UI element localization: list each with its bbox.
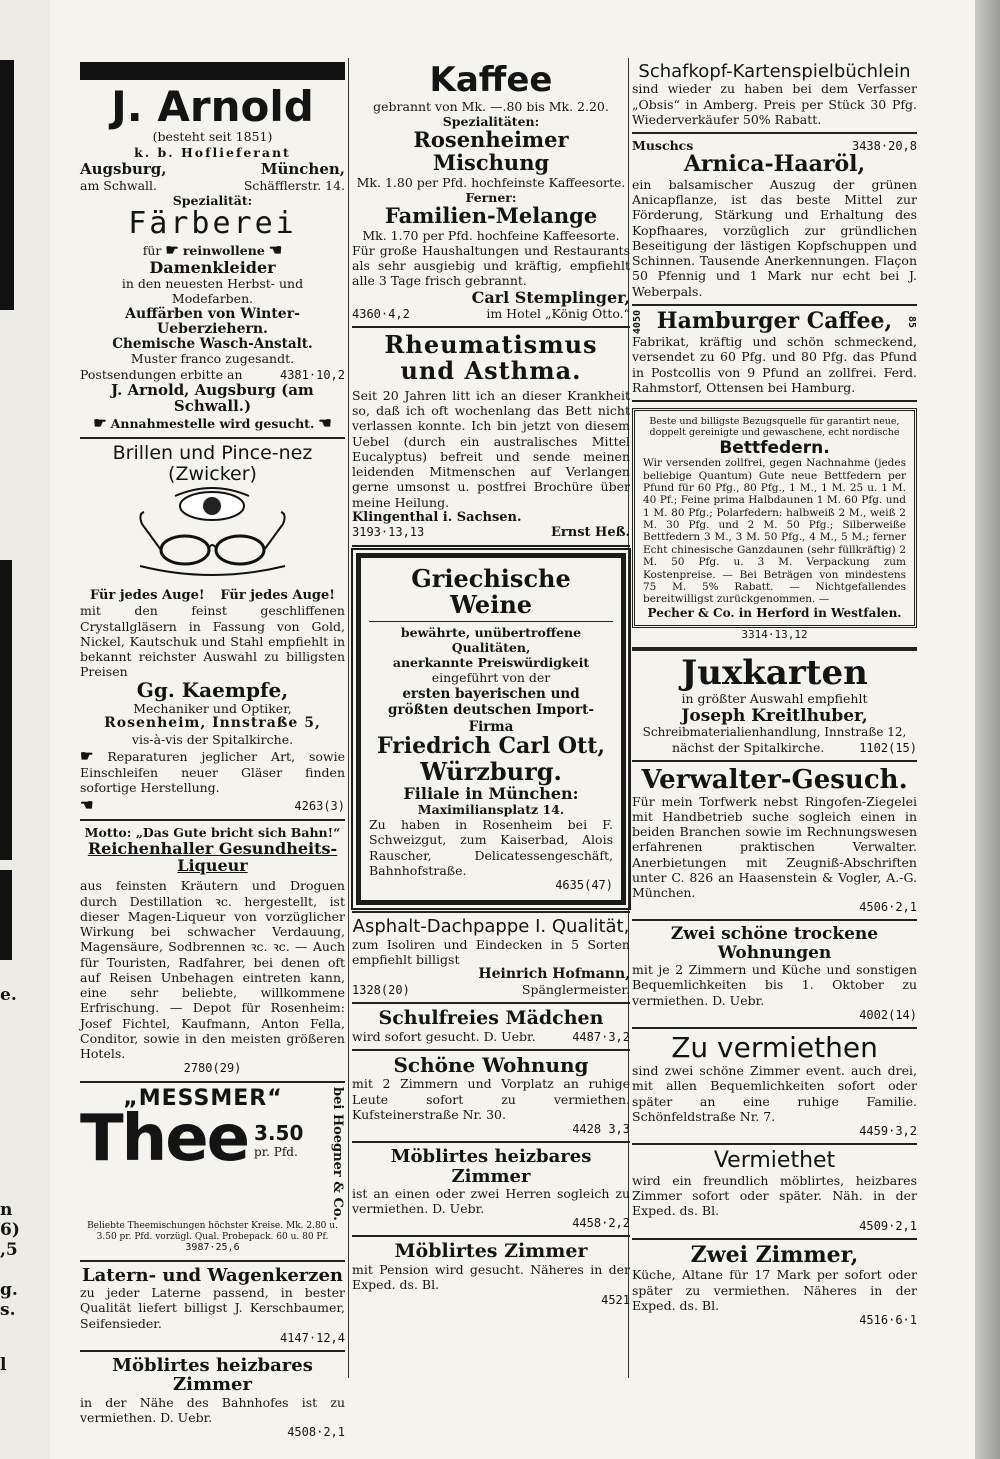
column-3 <box>632 58 917 1332</box>
ad-title: Möblirtes Zimmer <box>394 1240 588 1263</box>
ad-row <box>80 160 345 178</box>
ad-body: in der Nähe des Bahnhofes ist zu vermiethen. D. Uebr. <box>80 1394 345 1425</box>
ad-title: Asphalt-Dachpappe I. Qualität, <box>352 916 630 938</box>
ad-heading: Chemische Wasch-Anstalt. <box>112 335 313 352</box>
ad-title: Latern- und Wagenkerzen <box>81 1264 344 1286</box>
ad-arnica <box>632 134 917 306</box>
ad-text: Pecher & Co. in Herford in Westfalen. <box>647 605 902 620</box>
black-bar <box>0 60 14 310</box>
ad-wohnung <box>352 1051 630 1143</box>
ad-row <box>80 367 345 382</box>
ad-rheuma <box>352 328 630 547</box>
text-fragment: g. <box>0 1280 18 1300</box>
ad-body: Zu haben in Rosenheim bei F. Schweizgut, zum Kaiserbad, Alois Rauscher, Delicatessengeschäft, Bahnhofstraße. <box>369 817 613 878</box>
ad-text: im Hotel „König Otto.“ <box>486 306 630 321</box>
spectacle-bridge <box>209 545 216 548</box>
ad-title: Arnica-Haaröl, <box>683 151 866 178</box>
pointing-hand-icon: ☛ <box>93 413 107 432</box>
ad-body: aus feinsten Kräutern und Droguen durch Destillation ꝛc. hergestellt, ist dieser Magen-Liqueur von vorzüglicher Wirkung bei schwacher Verdauung, Magensäure, Sodbrennen ꝛc. ꝛc. — Auch für Touristen, Radfahrer, bei denen oft auf Reisen Unbehagen eintreten kann, eine sehr beliebte, willkommene Erfrischung. — Depot für Rosenheim: Josef Fichtel, Kaufmann, Anton Fella, Conditor, sowie in den meisten größeren Hotels. <box>80 878 345 1062</box>
ad-text: Muster franco zugesandt. <box>130 351 295 367</box>
ad-row <box>352 306 630 321</box>
ad-text: nächst der Spitalkirche. <box>672 739 825 755</box>
ad-ref: 4487·3,2 <box>572 1029 630 1044</box>
ad-text: eingeführt von der <box>431 670 551 686</box>
ad-zimmer3 <box>352 1237 630 1311</box>
ad-wohnungen <box>632 921 917 1028</box>
ad-heading: Friedrich Carl Ott, <box>376 733 606 760</box>
ad-text: Spänglermeister. <box>521 982 630 998</box>
ad-ref: 4506·2,1 <box>859 900 917 915</box>
ad-body: sind wieder zu haben bei dem Verfasser „Obsis“ in Amberg. Preis per Stück 30 Pfg. Wiederverkäufer 50% Rabatt. <box>632 81 917 127</box>
ad-ref: 4516·6·1 <box>859 1313 917 1328</box>
eye-pupil <box>203 497 221 515</box>
ad-title: Griechische Weine <box>411 563 571 619</box>
ad-brillen <box>80 439 345 820</box>
ad-body: wird ein freundlich möblirtes, heizbares Zimmer sofort oder später. Näh. in der Exped. ds. Bl. <box>632 1172 917 1219</box>
ad-body: zum Isoliren und Eindecken in 5 Sorten empfiehlt billigst <box>352 936 630 967</box>
column-2 <box>352 58 630 1312</box>
ad-ref: 3193·13,13 <box>352 524 425 539</box>
ad-arnold <box>80 58 345 439</box>
ad-title: Rheumatismus <box>384 330 598 359</box>
ad-ref: 4509·2,1 <box>859 1218 917 1233</box>
ad-body: wird sofort gesucht. D. Uebr. <box>352 1028 536 1044</box>
ad-text: k. b. Hoflieferant <box>134 144 291 160</box>
ad-row <box>352 1029 630 1044</box>
black-bar <box>80 62 345 80</box>
ad-body: mit Pension wird gesucht. Näheres in der Exped. ds. Bl. <box>352 1262 630 1293</box>
ad-title: Vermiethet <box>713 1148 836 1174</box>
ad-text: in den neuesten Herbst- und Modefarben. <box>121 276 304 307</box>
ad-row <box>352 982 630 997</box>
eye-spectacles-illustration <box>80 484 345 584</box>
text-fragment: s. <box>0 1300 16 1320</box>
ad-heading: Rosenheim, Innstraße 5, <box>104 715 321 732</box>
ad-body: Seit 20 Jahren litt ich an dieser Krankheit so, daß ich oft wochenlang das Bett nicht verlassen konnte. Ich bin jetzt von diesem Uebel (durch ein australisches Mittel Eucalyptus) befreit und sende meinen leidenden Mitmenschen auf Verlangen gerne umsonst u. postfrei Brochüre über meine Heilung. <box>352 387 630 510</box>
price-unit: pr. Pfd. <box>254 1144 298 1159</box>
ad-heading: Auffärben von Winter-Ueberziehern. <box>125 305 300 337</box>
ad-text: Mechaniker und Optiker, <box>133 701 292 717</box>
ad-text: Schäfflerstr. 14. <box>243 177 345 193</box>
ad-text: Beste und billigste Bezugsquelle für garantirt neue, doppelt gereinigte und gewaschene, echt nordische <box>649 416 900 439</box>
ad-text: reinwollene <box>182 242 265 258</box>
pointing-hand-icon: ☚ <box>318 413 332 432</box>
ad-text: Spezialität: <box>172 192 253 208</box>
ad-body: Für große Haushaltungen und Restaurants als sehr ausgiebig und kräftig, empfiehlt alle 3 Tage frisch gebrannt. <box>352 242 630 289</box>
ad-title: J. Arnold <box>111 82 314 131</box>
logo-row <box>80 1101 326 1176</box>
ad-text: Spezialitäten: <box>442 113 540 129</box>
logo-main <box>80 1085 326 1176</box>
ad-ref: 4002(14) <box>859 1007 917 1022</box>
ad-ref: 85 <box>906 315 917 328</box>
ad-maedchen <box>352 1004 630 1051</box>
ad-heading: Würzburg. <box>420 756 562 786</box>
ad-text: gebrannt von Mk. —.80 bis Mk. 2.20. <box>373 98 609 114</box>
ad-text: Motto: „Das Gute bricht sich Bahn!“ <box>84 824 341 840</box>
ad-kaffee <box>352 58 630 328</box>
ad-ref: 1102(15) <box>859 740 917 755</box>
ad-title: Zu vermiethen <box>671 1030 878 1064</box>
ad-verwalter <box>632 762 917 922</box>
ad-text: Für jedes Auge! <box>90 588 205 604</box>
ad-schafkopf <box>632 58 917 134</box>
ad-body: Reparaturen jeglicher Art, sowie Einschleifen neuer Gläser finden sofortige Herstellung. <box>80 748 345 796</box>
ad-ref: 4147·12,4 <box>279 1330 345 1345</box>
ad-body: ist an einen oder zwei Herren sogleich zu vermiethen. D. Uebr. <box>352 1185 630 1217</box>
ad-heading: Familien-Melange <box>384 203 598 229</box>
ad-text: Maximiliansplatz 14. <box>417 801 565 817</box>
ad-body: mit je 2 Zimmern und Küche und sonstigen Bequemlichkeiten bis 1. Oktober zu vermiethen. D. Uebr. <box>632 962 917 1008</box>
ad-text: (besteht seit 1851) <box>152 129 273 145</box>
ad-heading: Joseph Kreitlhuber, <box>681 705 868 726</box>
text-fragment: l <box>0 1355 7 1375</box>
ad-body: ein balsamischer Auszug der grünen Anicapflanze, ist das beste Mittel zur Förderung, Stärkung und Erhaltung des Kopfhaares, vorzüglich zur gründlichen Beseitigung der lästigen Kopfschuppen und Schinnen. Tausende Anerkennungen. Flaçon 50 Pfennig und 1 Mark nur echt bei J. Weberpals. <box>632 176 917 299</box>
ad-ref: 4458·2,2 <box>572 1216 630 1231</box>
ad-heading: Gg. Kaempfe, <box>136 677 289 702</box>
text-fragment: e. <box>0 985 17 1005</box>
ad-reichenhall <box>80 821 345 1083</box>
ad-messmer <box>80 1083 345 1262</box>
spectacle-arm <box>140 512 161 550</box>
ad-heading: J. Arnold, Augsburg (am Schwall.) <box>111 380 314 415</box>
ad-title: Reichenhaller Gesundheits-Liqueur <box>87 838 338 876</box>
ad-title: Schöne Wohnung <box>393 1052 589 1077</box>
column-1 <box>80 58 345 1444</box>
previous-page-strip <box>0 0 50 1459</box>
brand-word: Thee <box>80 1101 249 1176</box>
ad-title: Möblirtes heizbares Zimmer <box>390 1146 592 1187</box>
ad-fineprint: Beliebte Theemischungen höchster Kreise. Mk. 2.80 u. 3.50 pr. Pfd. vorzügl. Qual. Probepack. 60 u. 80 Pf. <box>87 1220 338 1242</box>
ad-ref: 2780(29) <box>183 1061 242 1076</box>
ad-text: ersten bayerischen und <box>402 685 580 702</box>
ad-bettfedern <box>632 402 917 649</box>
ad-title: Schulfreies Mädchen <box>378 1007 604 1030</box>
ad-body: Wir versenden zollfrei, gegen Nachnahme (jedes beliebige Quantum) Gute neue Bettfedern per Pfund für 60 Pfg., 80 Pfg., 1 M., 1 M. 25 u. 1 M. 40 Pf.; Feine prima Halbdaunen 1 M. 60 Pfg. und 1 M. 80 Pfg.; Polarfedern: halbweiß 2 M., weiß 2 M. 30 Pfg. und 2 M. 50 Pfg.; Silberweiße Bettfedern 3 M., 3 M. 50 Pfg., 4 M., 5 M.; ferner Echt chinesische Ganzdaunen (sehr füllkräftig) 2 M. 50 Pfg. u. 3 M. Verpackung zum Kostenpreise. — Bei Beträgen von mindestens 75 M. 5% Rabatt. — Nichtgefallendes bereitwilligst zurückgenommen. — <box>643 457 906 606</box>
ad-title: Möblirtes heizbares Zimmer <box>112 1354 313 1396</box>
ad-line <box>80 241 345 259</box>
black-bar <box>0 870 12 960</box>
pointing-hand-icon: ☚ <box>268 240 283 259</box>
ad-text: Klingenthal i. Sachsen. <box>352 509 522 525</box>
ad-row <box>632 740 917 755</box>
price-block <box>254 1121 303 1159</box>
ad-ref: 3987·25,6 <box>185 1242 240 1254</box>
ad-row <box>632 310 917 334</box>
ad-text: Für jedes Auge! <box>220 588 335 604</box>
ad-line <box>80 747 345 796</box>
ad-text: Ernst Heß. <box>550 524 630 540</box>
ad-juxkarten <box>632 649 917 762</box>
spectacle-chain <box>140 566 285 575</box>
ad-ref: 3314·13,12 <box>741 628 808 642</box>
ad-row <box>352 510 630 525</box>
ad-kerzen <box>80 1262 345 1352</box>
ad-title: Brillen und Pince-nez (Zwicker) <box>112 442 313 485</box>
ad-heading: Carl Stemplinger, <box>471 287 630 307</box>
ad-weine <box>356 553 626 905</box>
ad-text: für <box>142 242 162 258</box>
ad-ref: 4263(3) <box>294 798 345 813</box>
ad-body: mit 2 Zimmern und Vorplatz an ruhige Leute sofort zu vermiethen. Kufsteinerstraße Nr. 30. <box>352 1076 630 1122</box>
ad-body: Küche, Altane für 17 Mark per sofort oder später zu vermiethen. Näheres in der Exped. ds. Bl. <box>632 1267 917 1313</box>
ad-ref: 4459·3,2 <box>859 1124 917 1139</box>
ad-row <box>80 588 345 603</box>
brand-name: „MESSMER“ <box>123 1085 283 1111</box>
ad-ref: 4428 3,3 <box>572 1122 630 1137</box>
spectacle-lens-icon <box>216 536 264 564</box>
pointing-hand-icon: ☛ <box>80 746 94 765</box>
text-fragment: n <box>0 1200 13 1220</box>
ad-zimmer2 <box>352 1143 630 1237</box>
ad-text: größten deutschen Import- <box>388 702 594 719</box>
ad-text: Mk. 1.70 per Pfd. hochfeine Kaffeesorte. <box>362 227 620 243</box>
ad-body: sind zwei schöne Zimmer event. auch drei, mit allen Bequemlichkeiten sofort oder später an eine ruhige Familie. Schönfeldstraße Nr. 7. <box>632 1063 917 1124</box>
ad-text: am Schwall. <box>80 177 158 193</box>
ad-row <box>80 178 345 193</box>
ad-asphalt <box>352 911 630 1004</box>
ad-text: Mk. 1.80 per Pfd. hochfeinste Kaffeesorte. <box>356 174 626 190</box>
ad-body: mit den feinst geschliffenen Crystallgläsern in Fassung von Gold, Nickel, Kautschuk und Stahl empfiehlt in bekannt reichster Auswahl zu billigsten Preisen <box>80 603 345 680</box>
ad-row <box>352 525 630 540</box>
vertical-note: bei Hoegner & Co. <box>330 1086 345 1221</box>
ad-ref: 4521 <box>601 1292 630 1307</box>
ad-vermiethen <box>632 1029 917 1145</box>
black-bar <box>0 560 12 860</box>
ad-text: Firma <box>468 718 514 735</box>
ad-text: Ferner: <box>465 189 517 205</box>
text-fragment: 6) <box>0 1220 20 1240</box>
text-fragment: ,5 <box>0 1240 18 1260</box>
ad-title: Schafkopf-Kartenspielbüchlein <box>638 61 911 82</box>
ad-title: Zwei Zimmer, <box>690 1241 859 1268</box>
ad-heading: Filiale in München: <box>403 783 579 803</box>
divider <box>369 621 613 622</box>
ad-title: Verwalter-Gesuch. <box>641 764 908 795</box>
ad-text: Schreibmaterialienhandlung, Innstraße 12, <box>642 725 907 740</box>
ad-ref: 3438·20,8 <box>851 139 917 154</box>
ad-ref: 4508·2,1 <box>287 1425 345 1440</box>
pointing-hand-icon: ☚ <box>80 795 94 814</box>
ad-heading: Rosenheimer Mischung <box>413 127 569 175</box>
ad-text: Postsendungen erbitte an <box>80 366 243 382</box>
ad-ref: 4050 <box>632 309 643 335</box>
ad-text: München, <box>260 159 345 178</box>
ad-body: zu jeder Laterne passend, in bester Qualität liefert billigst J. Kerschbaumer, Seifensieder. <box>80 1285 345 1331</box>
ad-body: Fabrikat, kräftig und schön schmeckend, versendet zu 60 Pfg. und 80 Pfg. das Pfund in Postcollis von 9 Pfund an zollfrei. Ferd. Rahmstorf, Ottensen bei Hamburg. <box>632 334 917 395</box>
boxed-ad <box>632 408 917 628</box>
ad-ref: 1328(20) <box>352 983 410 998</box>
ad-line <box>80 414 345 432</box>
ad-text: Annahmestelle wird gesucht. <box>110 415 315 431</box>
ad-title: Juxkarten <box>681 652 868 693</box>
ad-title: Kaffee <box>429 60 553 100</box>
ad-heading: Damenkleider <box>149 257 276 277</box>
column-rule <box>348 58 349 1378</box>
ad-ref: 4635(47) <box>555 878 613 893</box>
ad-body: Für mein Torfwerk nebst Ringofen-Ziegelei mit Handbetrieb suche sogleich einen in beiden Branchen sowie im Rechnungswesen erfahrenen praktischen Verwalter. Anerbietungen mit Zeugniß-Abschriften unter C. 826 an Haasenstein & Vogler, A.-G. München. <box>632 793 917 901</box>
ad-text: Augsburg, <box>80 159 167 178</box>
ad-title: Zwei schöne trockene Wohnungen <box>670 924 879 963</box>
ad-ref: 4381·10,2 <box>279 367 345 382</box>
ad-text: bewährte, unübertroffene Qualitäten, <box>400 624 582 655</box>
ad-heading: Heinrich Hofmann, <box>478 966 630 983</box>
ad-caffee <box>632 306 917 402</box>
messmer-logo <box>80 1087 345 1221</box>
ad-vermiethet <box>632 1145 917 1240</box>
ad-text: in größter Auswahl empfiehlt <box>681 691 868 707</box>
page-edge <box>975 0 1000 1459</box>
ad-zweizimmer <box>632 1240 917 1333</box>
spectacle-lens-icon <box>161 536 209 564</box>
ad-heading: Färberei <box>128 206 297 242</box>
ad-zimmer <box>80 1352 345 1444</box>
spectacle-arm <box>264 512 285 550</box>
ad-title: Bettfedern. <box>719 437 830 458</box>
ad-title: und Asthma. <box>400 355 582 385</box>
ad-ref: 4360·4,2 <box>352 307 410 321</box>
price: 3.50 <box>254 1120 304 1145</box>
ad-title: Hamburger Caffee, <box>656 308 893 335</box>
ad-text: Muschcs <box>632 138 694 154</box>
pointing-hand-icon: ☛ <box>165 240 179 259</box>
ad-text: anerkannte Preiswürdigkeit <box>392 655 590 671</box>
ad-text: vis-à-vis der Spitalkirche. <box>131 731 294 747</box>
ad-row <box>80 796 345 814</box>
